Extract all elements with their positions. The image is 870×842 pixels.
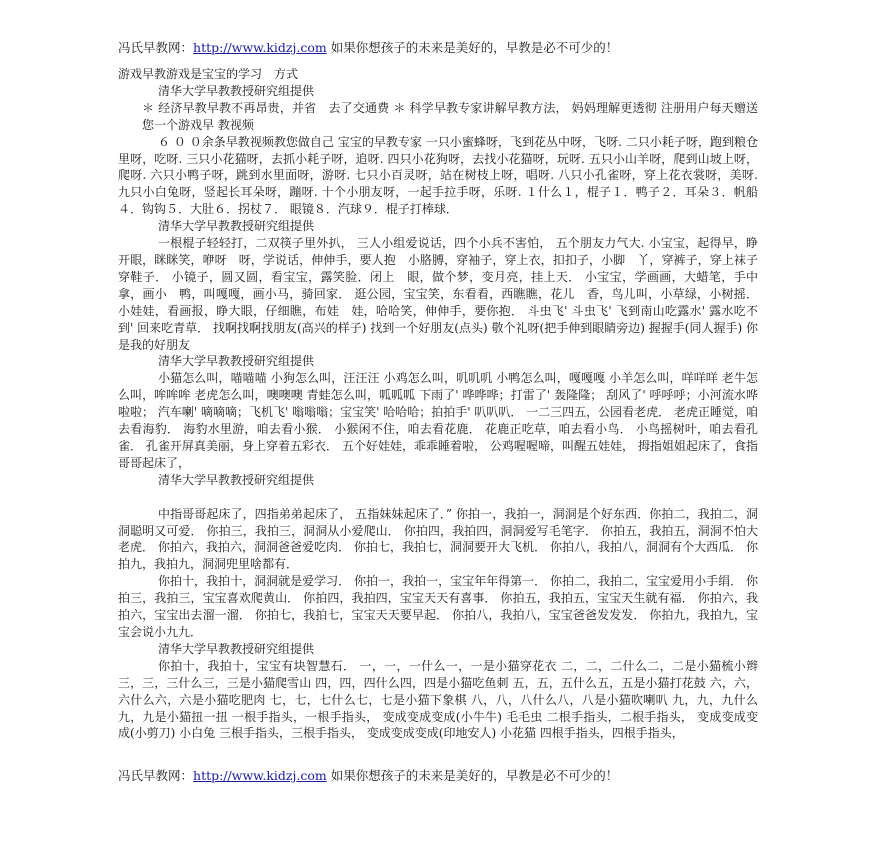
source-line: 清华大学早教教授研究组提供 — [158, 83, 315, 98]
document-body — [118, 66, 758, 742]
footer-suffix: 如果你想孩子的未来是美好的，早教是必不可少的！ — [326, 768, 619, 783]
footer-prefix: 冯氏早教网： — [118, 768, 194, 783]
source-line: 清华大学早教教授研究组提供 — [158, 641, 315, 656]
source-line: 清华大学早教教授研究组提供 — [158, 472, 315, 487]
page-header — [118, 40, 758, 56]
paragraph: ＊ 经济早教早教不再昂贵，并省 去了交通费 ＊ 科学早教专家讲解早教方法， 妈妈理解更透彻 注册用户每天赠送您一个游戏早 教视频 — [142, 100, 758, 132]
source-line: 清华大学早教教授研究组提供 — [158, 219, 315, 234]
doc-title: 游戏早教游戏是宝宝的学习 方式 — [118, 67, 299, 81]
footer-link[interactable]: http://www.kidzj.com — [193, 768, 327, 783]
blank-line — [118, 489, 758, 506]
paragraph: 你拍十，我拍十，洞洞就是爱学习． 你拍一，我拍一，宝宝年年得第一． 你拍二，我拍二，宝宝爱用小手绢． 你拍三，我拍三，宝宝喜欢爬黄山． 你拍四，我拍四，宝宝天天有喜事． 你拍五，我拍五，宝宝天生就有福． 你拍六，我拍六，宝宝出去溜一溜． 你拍七，我拍七，宝宝天天要早起． 你拍八，我拍八，宝宝爸爸发发发． 你拍九，我拍九，宝宝会说小九九． — [118, 574, 758, 639]
source-line: 清华大学早教教授研究组提供 — [158, 354, 315, 369]
paragraph: 一根棍子轻轻打，二双筷子里外扒， 三人小组爱说话，四个小兵不害怕， 五个朋友力气大. 小宝宝，起得早，睁开眼，眯眯笑，咿呀 呀，学说话，伸伸手，要人抱 小胳膊，穿袖子，穿上衣，扣扣子，小脚 丫，穿裤子，穿上袜子穿鞋子． 小镜子，圆又圆，看宝宝，露笑脸．闭上 眼，做个梦，变月亮，挂上天． 小宝宝，学画画，大蜡笔，手中拿，画小 鸭，叫嘎嘎，画小马，骑回家． 逛公园，宝宝笑，东看看，西瞧瞧，花儿 香，鸟儿叫，小草绿，小树摇． 小娃娃，看画报，睁大眼，仔细瞧，布娃 娃，哈哈笑，伸伸手，要你抱． 斗虫飞' 斗虫飞' 飞到南山吃露水' 露水吃不到' 回来吃青草． 找啊找啊找朋友(高兴的样子) 找到一个好朋友(点头) 敬个礼呀(把手伸到眼睛旁边) 握握手(同人握手) 你是我的好朋友 — [118, 236, 758, 352]
paragraph: ６ ０ ０余条早教视频教您做自己 宝宝的早教专家 一只小蜜蜂呀，飞到花丛中呀，飞呀. 二只小耗子呀，跑到粮仓里呀，吃呀. 三只小花猫呀，去抓小耗子呀，追呀. 四只小花狗呀，去找小花猫呀，玩呀. 五只小山羊呀，爬到山坡上呀，爬呀. 六只小鸭子呀，跳到水里面呀，游呀. 七只小百灵呀，站在树枝上呀，唱呀. 八只小孔雀呀，穿上花衣裳呀，美呀. 九只小白兔呀，竖起长耳朵呀，蹦呀. 十个小朋友呀，一起手拉手呀，乐呀. １什么１，棍子１．鸭子２．耳朵３．帆船４．钩钩５．大肚６．拐杖７． 眼镜８．汽球９．棍子打棒球． — [118, 134, 758, 217]
header-link[interactable]: http://www.kidzj.com — [193, 40, 327, 55]
paragraph: 小猫怎么叫，喵喵喵 小狗怎么叫，汪汪汪 小鸡怎么叫，叽叽叽 小鸭怎么叫，嘎嘎嘎 小羊怎么叫，咩咩咩 老牛怎么叫，哞哞哞 老虎怎么叫，噢噢噢 青蛙怎么叫，呱呱呱 下雨了' 哗哗哗；打雷了' 轰隆隆； 刮风了' 呼呼呼；小河流水哗啦啦； 汽车喇' 嘀嘀嘀；飞机飞' 嗡嗡嗡；宝宝笑' 哈哈哈；拍拍手' 叭叭叭． 一二三四五，公园看老虎． 老虎正睡觉，咱去看海豹． 海豹水里游，咱去看小猴． 小猴闲不住，咱去看花鹿． 花鹿正吃草，咱去看小鸟． 小鸟摇树叶，咱去看孔雀． 孔雀开屏真美丽，身上穿着五彩衣． 五个好娃娃，乖乖睡着啦， 公鸡喔喔啼，叫醒五娃娃， 拇指姐姐起床了，食指哥哥起床了， — [118, 371, 758, 470]
page-footer — [118, 768, 758, 784]
header-prefix: 冯氏早教网： — [118, 40, 194, 55]
header-suffix: 如果你想孩子的未来是美好的，早教是必不可少的！ — [326, 40, 619, 55]
paragraph: 中指哥哥起床了，四指弟弟起床了， 五指妹妹起床了．” 你拍一，我拍一，洞洞是个好东西．你拍二，我拍二，洞洞聪明又可爱． 你拍三，我拍三，洞洞从小爱爬山． 你拍四，我拍四，洞洞爱写毛笔字． 你拍五，我拍五，洞洞不怕大老虎． 你拍六，我拍六，洞洞爸爸爱吃肉． 你拍七，我拍七，洞洞要开大飞机． 你拍八，我拍八，洞洞有个大西瓜． 你拍九，我拍九，洞洞兜里啥都有． — [118, 506, 758, 572]
paragraph: 你拍十，我拍十，宝宝有块智慧石． 一，一，一什么一，一是小猫穿花衣 二，二，二什么二，二是小猫梳小辫 三，三，三什么三，三是小猫爬雪山 四，四，四什么四，四是小猫吃鱼刺 五，五，五什么五，五是小猫打花鼓 六，六，六什么六，六是小猫吃肥肉 七，七，七什么七，七是小猫下象棋 八，八，八什么八，八是小猫吹喇叭 九，九，九什么九，九是小猫扭一扭 一根手指头，一根手指头， 变成变成变成(小牛牛) 毛毛虫 二根手指头，二根手指头， 变成变成变成(小剪刀) 小白兔 三根手指头，三根手指头， 变成变成变成(印地安人) 小花猫 四根手指头，四根手指头， — [118, 658, 758, 741]
